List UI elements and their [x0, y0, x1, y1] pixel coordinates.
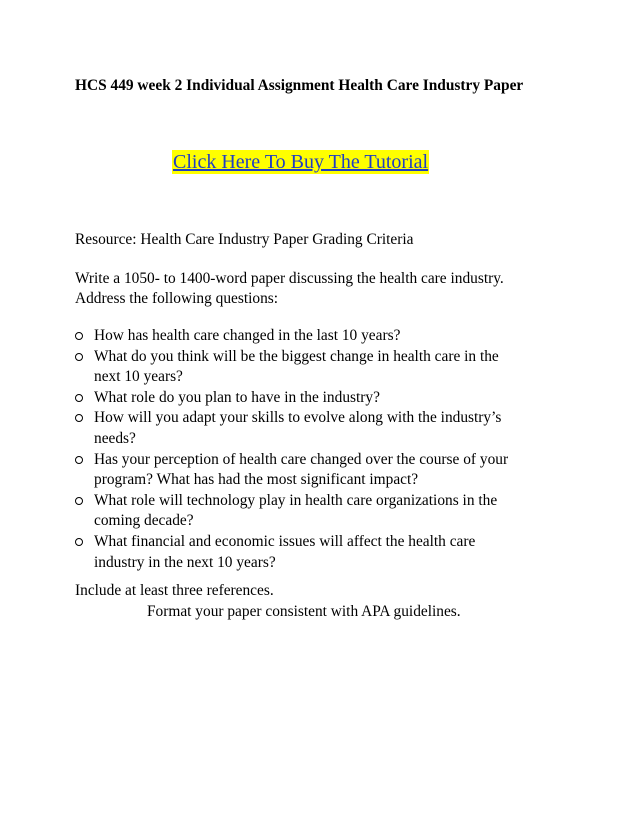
references-line: Include at least three references. — [75, 582, 274, 599]
list-item — [75, 347, 575, 388]
intro-line-1: Write a 1050- to 1400-word paper discussing the health care industry. — [75, 270, 504, 287]
document-title: HCS 449 week 2 Individual Assignment Health Care Industry Paper — [75, 77, 524, 94]
list-item — [75, 388, 575, 409]
question-line-1: What role will technology play in health care organizations in the — [94, 491, 498, 509]
question-line-2: program? What has had the most significant impact? — [94, 471, 419, 489]
bullet-icon — [75, 497, 83, 505]
question-line-1: How will you adapt your skills to evolve along with the industry’s — [94, 409, 502, 427]
bullet-icon — [75, 456, 83, 464]
intro-line-2: Address the following questions: — [75, 290, 279, 307]
bullet-icon — [75, 394, 83, 402]
list-item — [75, 450, 575, 491]
list-item — [75, 491, 575, 532]
bullet-icon — [75, 414, 83, 422]
format-line: Format your paper consistent with APA guidelines. — [147, 603, 461, 620]
questions-list — [75, 326, 575, 573]
list-item — [75, 532, 575, 573]
question-line-2: next 10 years? — [94, 368, 183, 386]
bullet-icon — [75, 332, 83, 340]
question-line-2: coming decade? — [94, 512, 194, 530]
resource-line: Resource: Health Care Industry Paper Grading Criteria — [75, 231, 414, 248]
question-line-1: Has your perception of health care changed over the course of your — [94, 450, 509, 468]
question-line-1: What financial and economic issues will affect the health care — [94, 532, 476, 550]
question-line-1: How has health care changed in the last 10 years? — [94, 327, 401, 344]
bullet-icon — [75, 353, 83, 361]
bullet-icon — [75, 538, 83, 546]
question-line-1: What do you think will be the biggest change in health care in the — [94, 347, 499, 365]
buy-tutorial-link[interactable]: Click Here To Buy The Tutorial — [173, 151, 429, 173]
question-line-2: needs? — [94, 429, 136, 447]
list-item — [75, 326, 575, 347]
question-line-1: What role do you plan to have in the industry? — [94, 388, 380, 406]
question-line-2: industry in the next 10 years? — [94, 553, 276, 571]
list-item — [75, 408, 575, 449]
